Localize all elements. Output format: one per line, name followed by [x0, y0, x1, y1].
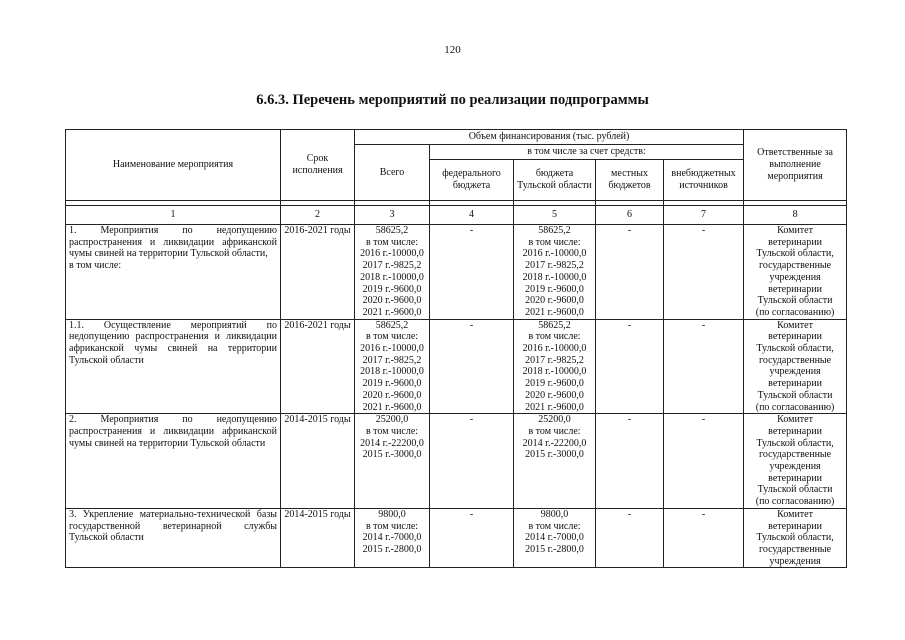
amount-line: 2020 г.-9600,0: [362, 389, 422, 401]
header-regional: бюджета Тульской области: [514, 160, 596, 201]
table-row: [66, 225, 847, 320]
responsible-line: Тульской области,: [756, 437, 834, 449]
responsible-line: ветеринарии: [768, 520, 822, 532]
table-row: [66, 508, 847, 568]
responsible-line: ветеринарии: [768, 425, 822, 437]
regional-amounts: [514, 508, 596, 568]
responsible-line: ветеринарии: [768, 236, 822, 248]
responsible-parties: [744, 508, 847, 568]
page-number: 120: [444, 44, 461, 56]
activity-term: 2014-2015 годы: [281, 414, 355, 509]
responsible-line: Тульской области,: [756, 248, 834, 260]
activities-table: [65, 129, 847, 568]
column-number: 7: [664, 206, 744, 225]
activity-term: 2016-2021 годы: [281, 319, 355, 414]
amount-line: 2014 г.-7000,0: [362, 532, 422, 544]
header-local: местных бюджетов: [596, 160, 664, 201]
amount-line: 9800,0: [378, 508, 406, 520]
amount-line: 2021 г.-9600,0: [362, 401, 422, 413]
column-number: 6: [596, 206, 664, 225]
amount-line: 2016 г.-10000,0: [360, 343, 424, 355]
extra-amount: -: [664, 508, 744, 568]
responsible-line: Тульской области: [757, 389, 833, 401]
amount-line: 2018 г.-10000,0: [522, 366, 587, 378]
amount-line: 2020 г.-9600,0: [525, 389, 584, 401]
responsible-line: учреждения: [769, 555, 821, 567]
responsible-line: учреждения: [769, 461, 821, 473]
federal-amount: -: [430, 508, 514, 568]
amount-line: 2021 г.-9600,0: [525, 401, 584, 413]
amount-line: 2021 г.-9600,0: [362, 306, 422, 318]
amount-line: 2017 г.-9825,2: [362, 354, 422, 366]
amount-line: 2017 г.-9825,2: [362, 260, 422, 272]
responsible-line: учреждения: [769, 366, 821, 378]
responsible-parties: [744, 319, 847, 414]
activity-name: [66, 225, 281, 320]
local-amount: -: [596, 414, 664, 509]
amount-line: 2019 г.-9600,0: [362, 378, 422, 390]
responsible-line: Тульской области: [757, 295, 833, 307]
amount-line: 2018 г.-10000,0: [360, 366, 424, 378]
responsible-line: ветеринарии: [768, 283, 822, 295]
total-amounts: [355, 508, 430, 568]
federal-amount: -: [430, 225, 514, 320]
amount-line: 2016 г.-10000,0: [522, 248, 587, 260]
responsible-line: Комитет: [777, 225, 813, 236]
amount-line: 2019 г.-9600,0: [525, 378, 584, 390]
amount-line: 2017 г.-9825,2: [525, 260, 584, 272]
amount-line: 2020 г.-9600,0: [525, 295, 584, 307]
amount-line: 2015 г.-3000,0: [525, 449, 584, 461]
amount-line: 2015 г.-3000,0: [362, 449, 422, 461]
amount-line: 2014 г.-7000,0: [525, 532, 584, 544]
header-responsible: Ответственные за выполнение мероприятия: [744, 130, 847, 201]
local-amount: -: [596, 225, 664, 320]
activity-term: 2014-2015 годы: [281, 508, 355, 568]
amount-line: в том числе:: [528, 236, 581, 248]
amount-line: 25200,0: [538, 414, 571, 426]
total-amounts: [355, 225, 430, 320]
amount-line: 2014 г.-22200,0: [522, 437, 587, 449]
responsible-line: учреждения: [769, 271, 821, 283]
responsible-line: (по согласованию): [755, 496, 835, 508]
activity-name: 1.1. Осуществление мероприятий по недопущению распространения и ликвидации африканской чумы свиней на территории Тульской области: [66, 319, 281, 414]
column-numbers-row: [66, 206, 847, 225]
responsible-parties: [744, 225, 847, 320]
amount-line: 2020 г.-9600,0: [362, 295, 422, 307]
column-number: 8: [744, 206, 847, 225]
regional-amounts: [514, 319, 596, 414]
header-federal: федерального бюджета: [430, 160, 514, 201]
amount-line: в том числе:: [365, 236, 419, 248]
activity-term: 2016-2021 годы: [281, 225, 355, 320]
responsible-line: Комитет: [777, 319, 813, 331]
column-number: 2: [281, 206, 355, 225]
table-row: [66, 319, 847, 414]
header-including: в том числе за счет средств:: [430, 145, 744, 160]
federal-amount: -: [430, 319, 514, 414]
amount-line: в том числе:: [528, 425, 581, 437]
responsible-line: ветеринарии: [768, 472, 822, 484]
amount-line: 58625,2: [538, 225, 571, 236]
amount-line: 2018 г.-10000,0: [522, 271, 587, 283]
activity-name: 2. Мероприятия по недопущению распространения и ликвидации африканской чумы свиней на территории Тульской области: [66, 414, 281, 509]
responsible-line: государственные: [759, 449, 832, 461]
responsible-line: (по согласованию): [755, 306, 835, 318]
responsible-line: ветеринарии: [768, 378, 822, 390]
total-amounts: [355, 414, 430, 509]
responsible-line: Комитет: [777, 414, 813, 426]
amount-line: 2019 г.-9600,0: [525, 283, 584, 295]
column-number: 3: [355, 206, 430, 225]
responsible-line: государственные: [759, 260, 832, 272]
responsible-line: Тульской области: [757, 484, 833, 496]
column-number: 5: [514, 206, 596, 225]
activity-name-text: 1. Мероприятия по недопущению распространения и ликвидации африканской чумы свиней на территории Тульской области,: [69, 225, 277, 260]
header-term: Срок исполнения: [281, 130, 355, 201]
responsible-line: Комитет: [777, 508, 813, 520]
responsible-line: (по согласованию): [755, 401, 835, 413]
amount-line: 9800,0: [540, 508, 569, 520]
total-amounts: [355, 319, 430, 414]
amount-line: 2021 г.-9600,0: [525, 306, 584, 318]
responsible-line: ветеринарии: [768, 331, 822, 343]
responsible-line: Тульской области,: [756, 343, 834, 355]
amount-line: 2019 г.-9600,0: [362, 283, 422, 295]
responsible-line: Тульской области,: [756, 532, 834, 544]
column-number: 1: [66, 206, 281, 225]
amount-line: 25200,0: [375, 414, 409, 426]
page-title: 6.6.3. Перечень мероприятий по реализации подпрограммы: [256, 92, 649, 108]
amount-line: 2016 г.-10000,0: [360, 248, 424, 260]
amount-line: 2015 г.-2800,0: [525, 543, 584, 555]
federal-amount: -: [430, 414, 514, 509]
amount-line: 58625,2: [538, 319, 571, 331]
amount-line: 2018 г.-10000,0: [360, 271, 424, 283]
column-number: 4: [430, 206, 514, 225]
header-name: Наименование мероприятия: [66, 130, 281, 201]
amount-line: 2017 г.-9825,2: [525, 354, 584, 366]
amount-line: в том числе:: [365, 425, 419, 437]
amount-line: в том числе:: [528, 331, 581, 343]
activity-name: 3. Укрепление материально-технической базы государственной ветеринарной службы Тульской области: [66, 508, 281, 568]
header-funding: Объем финансирования (тыс. рублей): [355, 130, 744, 145]
responsible-parties: [744, 414, 847, 509]
amount-line: 2014 г.-22200,0: [360, 437, 424, 449]
amount-line: в том числе:: [365, 331, 419, 343]
amount-line: 58625,2: [375, 319, 409, 331]
local-amount: -: [596, 319, 664, 414]
extra-amount: -: [664, 414, 744, 509]
responsible-line: государственные: [759, 354, 832, 366]
header-extra: внебюджетных источников: [664, 160, 744, 201]
amount-line: в том числе:: [365, 520, 419, 532]
amount-line: 2016 г.-10000,0: [522, 343, 587, 355]
responsible-line: государственные: [759, 543, 832, 555]
amount-line: 2015 г.-2800,0: [362, 543, 422, 555]
regional-amounts: [514, 414, 596, 509]
amount-line: в том числе:: [528, 520, 581, 532]
local-amount: -: [596, 508, 664, 568]
extra-amount: -: [664, 225, 744, 320]
table-row: [66, 414, 847, 509]
extra-amount: -: [664, 319, 744, 414]
activity-name-tail: в том числе:: [69, 260, 122, 272]
header-total: Всего: [355, 145, 430, 201]
regional-amounts: [514, 225, 596, 320]
amount-line: 58625,2: [375, 225, 409, 236]
